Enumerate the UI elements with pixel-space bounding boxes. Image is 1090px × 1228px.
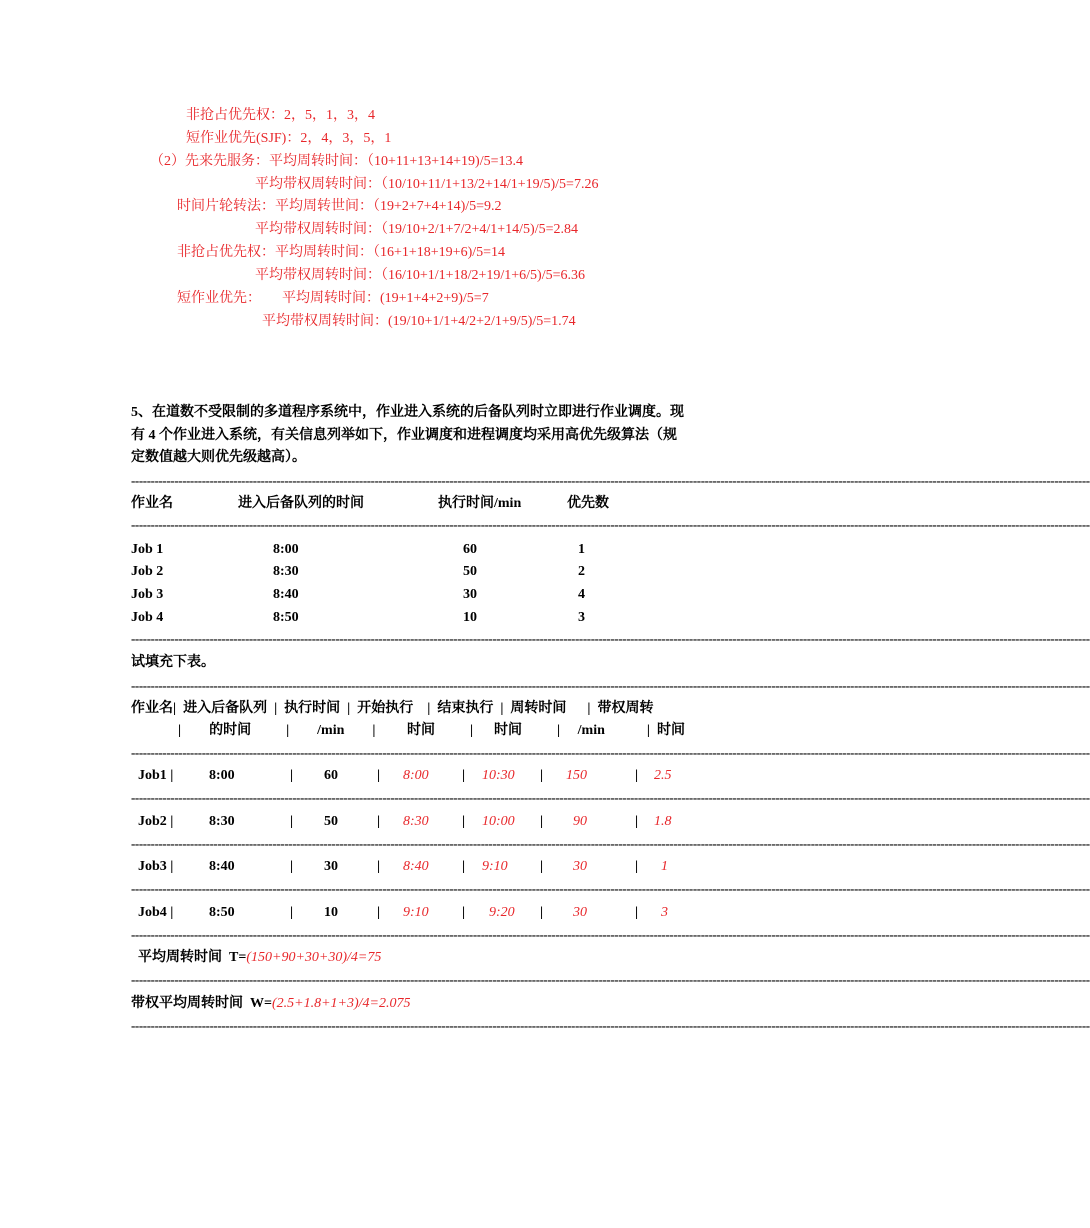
column-separator: | <box>290 768 294 783</box>
column-separator: | <box>540 905 544 920</box>
result-exec: 60 <box>324 768 338 783</box>
dash-divider: ---------------------------------------------------------------------------------------------------------------------------------------------------------------------------------------------------------------------------------------------------- <box>131 1018 1090 1033</box>
result-end: 9:10 <box>482 859 508 874</box>
result-turnaround: 30 <box>573 859 587 874</box>
dash-divider: ---------------------------------------------------------------------------------------------------------------------------------------------------------------------------------------------------------------------------------------------------- <box>131 927 1090 942</box>
result-start: 8:30 <box>403 814 429 829</box>
result-arrive: 8:40 <box>209 859 235 874</box>
column-separator: | <box>290 814 294 829</box>
column-separator: | <box>290 905 294 920</box>
question-line-1: 5、在道数不受限制的多道程序系统中，作业进入系统的后备队列时立即进行作业调度。现 <box>131 405 684 420</box>
average-turnaround-value: (150+90+30+30)/4=75 <box>246 950 382 965</box>
result-header-line-1: 作业名| 进入后备队列 | 执行时间 | 开始执行 | 结束执行 | 周转时间 | 带权周转 <box>131 701 654 716</box>
info-cell: 30 <box>463 587 477 602</box>
info-cell: Job 2 <box>131 564 164 579</box>
result-end: 9:20 <box>489 905 515 920</box>
question-line-3: 定数值越大则优先级越高）。 <box>131 450 306 465</box>
result-start: 9:10 <box>403 905 429 920</box>
result-arrive: 8:30 <box>209 814 235 829</box>
result-exec: 10 <box>324 905 338 920</box>
column-separator: | <box>377 768 381 783</box>
column-separator: | <box>540 814 544 829</box>
result-exec: 30 <box>324 859 338 874</box>
info-cell: 1 <box>578 542 585 557</box>
info-cell: 2 <box>578 564 585 579</box>
result-job-name: Job3 | <box>138 859 174 874</box>
weighted-average-value: (2.5+1.8+1+3)/4=2.075 <box>271 996 411 1011</box>
average-turnaround <box>138 949 381 967</box>
dash-divider: ---------------------------------------------------------------------------------------------------------------------------------------------------------------------------------------------------------------------------------------------------- <box>131 881 1090 896</box>
result-end: 10:30 <box>482 768 515 783</box>
result-weighted: 1 <box>661 859 668 874</box>
answer-line-8: 平均带权周转时间：（16/10+1/1+18/2+19/1+6/5)/5=6.36 <box>255 268 585 283</box>
info-header-priority: 优先数 <box>567 496 609 511</box>
column-separator: | <box>635 905 639 920</box>
result-weighted: 1.8 <box>654 814 672 829</box>
result-turnaround: 30 <box>573 905 587 920</box>
answer-line-5: 时间片轮转法：平均周转世间：（19+2+7+4+14)/5=9.2 <box>177 199 502 214</box>
info-cell: Job 1 <box>131 542 164 557</box>
column-separator: | <box>377 905 381 920</box>
info-cell: 60 <box>463 542 477 557</box>
column-separator: | <box>377 859 381 874</box>
column-separator: | <box>635 814 639 829</box>
answer-line-2: 短作业优先(SJF)：2，4，3，5，1 <box>186 131 392 146</box>
info-cell: 3 <box>578 610 585 625</box>
result-job-name: Job2 | <box>138 814 174 829</box>
weighted-average-label: 带权平均周转时间 W= <box>131 996 272 1011</box>
result-turnaround: 150 <box>566 768 587 783</box>
column-separator: | <box>462 814 466 829</box>
dash-divider: ---------------------------------------------------------------------------------------------------------------------------------------------------------------------------------------------------------------------------------------------------- <box>131 790 1090 805</box>
dash-divider: ---------------------------------------------------------------------------------------------------------------------------------------------------------------------------------------------------------------------------------------------------- <box>131 678 1090 693</box>
column-separator: | <box>540 859 544 874</box>
column-separator: | <box>462 905 466 920</box>
info-cell: 4 <box>578 587 585 602</box>
result-header-line-2: | 的时间 | /min | 时间 | 时间 | /min | 时间 <box>178 723 685 738</box>
info-header-exec: 执行时间/min <box>438 496 522 511</box>
dash-divider: ---------------------------------------------------------------------------------------------------------------------------------------------------------------------------------------------------------------------------------------------------- <box>131 631 1090 646</box>
info-cell: 8:30 <box>273 564 299 579</box>
answer-line-7: 非抢占优先权：平均周转时间：（16+1+18+19+6)/5=14 <box>177 245 506 260</box>
answer-line-3: （2）先来先服务：平均周转时间：（10+11+13+14+19)/5=13.4 <box>150 154 524 169</box>
dash-divider: ---------------------------------------------------------------------------------------------------------------------------------------------------------------------------------------------------------------------------------------------------- <box>131 745 1090 760</box>
question-line-2: 有 4 个作业进入系统，有关信息列举如下，作业调度和进程调度均采用高优先级算法（规 <box>131 428 677 443</box>
result-arrive: 8:00 <box>209 768 235 783</box>
info-header-job: 作业名 <box>131 496 173 511</box>
answer-line-10: 平均带权周转时间：(19/10+1/1+4/2+2/1+9/5)/5=1.74 <box>262 314 576 329</box>
column-separator: | <box>377 814 381 829</box>
info-cell: Job 3 <box>131 587 164 602</box>
result-job-name: Job4 | <box>138 905 174 920</box>
info-cell: 8:40 <box>273 587 299 602</box>
result-turnaround: 90 <box>573 814 587 829</box>
column-separator: | <box>635 859 639 874</box>
result-job-name: Job1 | <box>138 768 174 783</box>
dash-divider: ---------------------------------------------------------------------------------------------------------------------------------------------------------------------------------------------------------------------------------------------------- <box>131 517 1090 532</box>
info-cell: 8:50 <box>273 610 299 625</box>
column-separator: | <box>635 768 639 783</box>
answer-line-1: 非抢占优先权：2，5，1，3，4 <box>186 108 375 123</box>
result-start: 8:40 <box>403 859 429 874</box>
column-separator: | <box>540 768 544 783</box>
dash-divider: ---------------------------------------------------------------------------------------------------------------------------------------------------------------------------------------------------------------------------------------------------- <box>131 473 1090 488</box>
fill-prompt: 试填充下表。 <box>131 655 215 670</box>
dash-divider: ---------------------------------------------------------------------------------------------------------------------------------------------------------------------------------------------------------------------------------------------------- <box>131 836 1090 851</box>
result-start: 8:00 <box>403 768 429 783</box>
info-cell: 8:00 <box>273 542 299 557</box>
column-separator: | <box>462 768 466 783</box>
dash-divider: ---------------------------------------------------------------------------------------------------------------------------------------------------------------------------------------------------------------------------------------------------- <box>131 972 1090 987</box>
answer-line-4: 平均带权周转时间：（10/10+11/1+13/2+14/1+19/5)/5=7.26 <box>255 177 599 192</box>
result-end: 10:00 <box>482 814 515 829</box>
weighted-average-turnaround <box>131 995 411 1013</box>
info-header-arrival: 进入后备队列的时间 <box>238 496 364 511</box>
result-exec: 50 <box>324 814 338 829</box>
column-separator: | <box>290 859 294 874</box>
answer-line-9: 短作业优先： 平均周转时间：(19+1+4+2+9)/5=7 <box>177 291 489 306</box>
column-separator: | <box>462 859 466 874</box>
result-arrive: 8:50 <box>209 905 235 920</box>
average-turnaround-label: 平均周转时间 T= <box>138 950 247 965</box>
info-cell: 50 <box>463 564 477 579</box>
answer-line-6: 平均带权周转时间：（19/10+2/1+7/2+4/1+14/5)/5=2.84 <box>255 222 578 237</box>
result-weighted: 2.5 <box>654 768 672 783</box>
info-cell: 10 <box>463 610 477 625</box>
info-cell: Job 4 <box>131 610 164 625</box>
result-weighted: 3 <box>661 905 668 920</box>
